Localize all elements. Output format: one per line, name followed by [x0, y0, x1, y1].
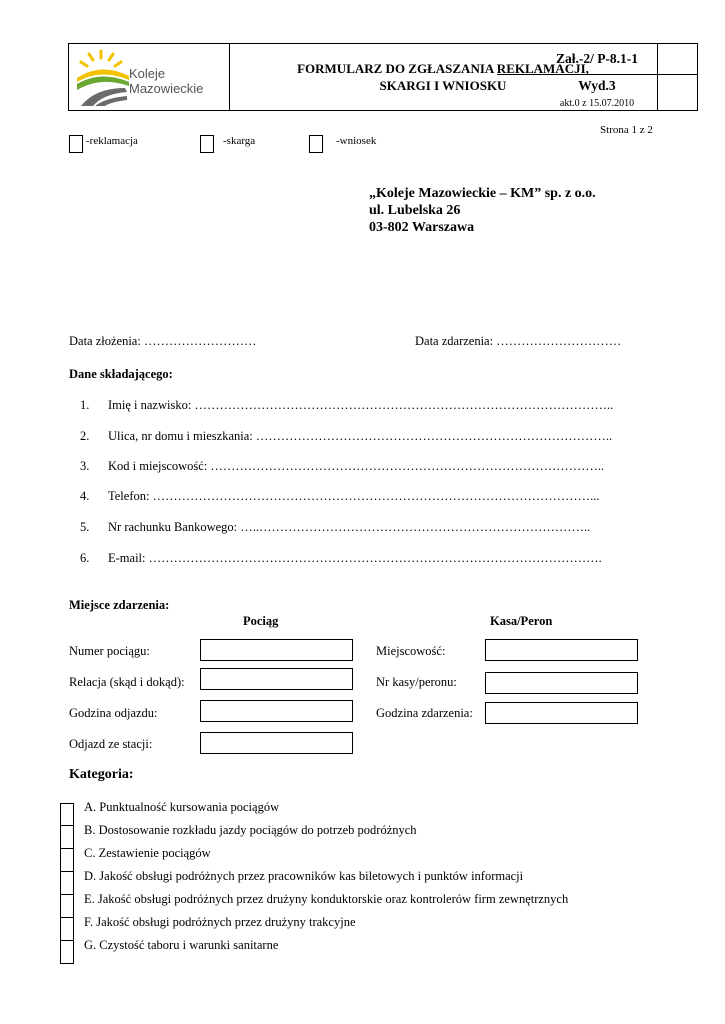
form-header — [68, 43, 698, 111]
incident-time-label: Godzina zdarzenia: — [376, 706, 473, 720]
logo-line2: Mazowieckie — [129, 81, 204, 96]
logo-line1: Koleje — [129, 66, 166, 81]
rail-sun-icon — [73, 48, 133, 108]
category-label-a: A. Punktualność kursowania pociągów — [84, 800, 280, 814]
category-label-d: D. Jakość obsługi podróżnych przez pracowników kas biletowych i punktów informacji — [84, 869, 524, 883]
item-text: Nr rachunku Bankowego: …..…………………………………………………………………….. — [108, 520, 591, 534]
form-title-line2: SKARGI I WNIOSKU — [379, 78, 507, 93]
page-number: Strona 1 z 2 — [600, 124, 653, 136]
item-number: 1. — [80, 398, 90, 412]
type-option-request[interactable] — [309, 135, 376, 153]
type-label: -reklamacja — [86, 135, 138, 147]
item-text: Imię i nazwisko: ……………………………………………………………………………………….. — [108, 398, 614, 412]
category-label-g: G. Czystość taboru i warunki sanitarne — [84, 938, 279, 952]
type-option-grievance[interactable] — [200, 135, 255, 153]
place-section-title: Miejsce zdarzenia: — [69, 598, 170, 612]
category-label-e: E. Jakość obsługi podróżnych przez drużyny konduktorskie oraz kontrolerów firm zewnętrznych — [84, 892, 569, 906]
incident-date-field[interactable]: Data zdarzenia: ………………………… — [415, 334, 622, 348]
route-input[interactable] — [200, 668, 353, 690]
category-checkbox-c[interactable] — [60, 849, 74, 872]
route-label: Relacja (skąd i dokąd): — [69, 675, 185, 689]
item-text: E-mail: ………………………………………………………………………………………………. — [108, 551, 602, 565]
category-checkbox-e[interactable] — [60, 895, 74, 918]
applicant-name-field[interactable] — [80, 398, 613, 413]
applicant-email-field[interactable] — [80, 551, 602, 566]
train-column-header: Pociąg — [243, 614, 279, 628]
category-checkbox-g[interactable] — [60, 941, 74, 964]
item-number: 6. — [80, 551, 90, 565]
category-checkbox-d[interactable] — [60, 872, 74, 895]
checkbox[interactable] — [200, 135, 214, 153]
category-label-b: B. Dostosowanie rozkładu jazdy pociągów do potrzeb podróżnych — [84, 823, 417, 837]
checkbox[interactable] — [69, 135, 83, 153]
incident-time-input[interactable] — [485, 702, 638, 724]
category-label-f: F. Jakość obsługi podróżnych przez drużyny trakcyjne — [84, 915, 356, 929]
applicant-postcode-field[interactable] — [80, 459, 604, 474]
ticket-office-input[interactable] — [485, 672, 638, 694]
checkbox[interactable] — [309, 135, 323, 153]
ticket-office-label: Nr kasy/peronu: — [376, 675, 457, 689]
item-text: Kod i miejscowość: ………………………………………………………………………………….. — [108, 459, 605, 473]
item-text: Telefon: ……………………………………………………………………………………………... — [108, 489, 600, 503]
document-edition: Wyd.3 — [578, 78, 616, 93]
departure-time-input[interactable] — [200, 700, 353, 722]
item-text: Ulica, nr domu i mieszkania: ………………………………………………………………………….. — [108, 429, 613, 443]
applicant-phone-field[interactable] — [80, 489, 599, 504]
type-label: -skarga — [223, 135, 256, 147]
document-code-cell — [497, 44, 697, 110]
address-line1: „Koleje Mazowieckie – KM” sp. z o.o. — [369, 186, 596, 201]
type-option-complaint[interactable] — [69, 135, 138, 153]
type-label: -wniosek — [336, 135, 377, 147]
town-label: Miejscowość: — [376, 644, 446, 658]
recipient-address — [369, 185, 596, 236]
company-logo — [69, 44, 230, 110]
item-number: 2. — [80, 429, 90, 443]
station-column-header: Kasa/Peron — [490, 614, 553, 628]
document-update: akt.0 z 15.07.2010 — [559, 98, 635, 109]
train-number-label: Numer pociągu: — [69, 644, 150, 658]
document-code: Zał.-2/ P-8.1-1 — [497, 44, 697, 75]
item-number: 4. — [80, 489, 90, 503]
applicant-street-field[interactable] — [80, 429, 612, 444]
train-number-input[interactable] — [200, 639, 353, 661]
departure-time-label: Godzina odjazdu: — [69, 706, 158, 720]
address-line2: ul. Lubelska 26 — [369, 203, 461, 218]
applicant-section-title: Dane składającego: — [69, 367, 173, 381]
departure-station-label: Odjazd ze stacji: — [69, 737, 153, 751]
form-title-line1: FORMULARZ DO ZGŁASZANIA REKLAMACJI, — [297, 61, 589, 76]
town-input[interactable] — [485, 639, 638, 661]
item-number: 3. — [80, 459, 90, 473]
category-label-c: C. Zestawienie pociągów — [84, 846, 211, 860]
submission-date-field[interactable]: Data złożenia: ……………………… — [69, 334, 257, 348]
departure-station-input[interactable] — [200, 732, 353, 754]
category-section-title: Kategoria: — [69, 767, 134, 782]
address-line3: 03-802 Warszawa — [369, 220, 475, 235]
item-number: 5. — [80, 520, 90, 534]
applicant-bank-account-field[interactable] — [80, 520, 590, 535]
logo-wordmark — [129, 66, 203, 96]
category-checkbox-b[interactable] — [60, 826, 74, 849]
category-checkbox-f[interactable] — [60, 918, 74, 941]
category-checkbox-a[interactable] — [60, 803, 74, 826]
